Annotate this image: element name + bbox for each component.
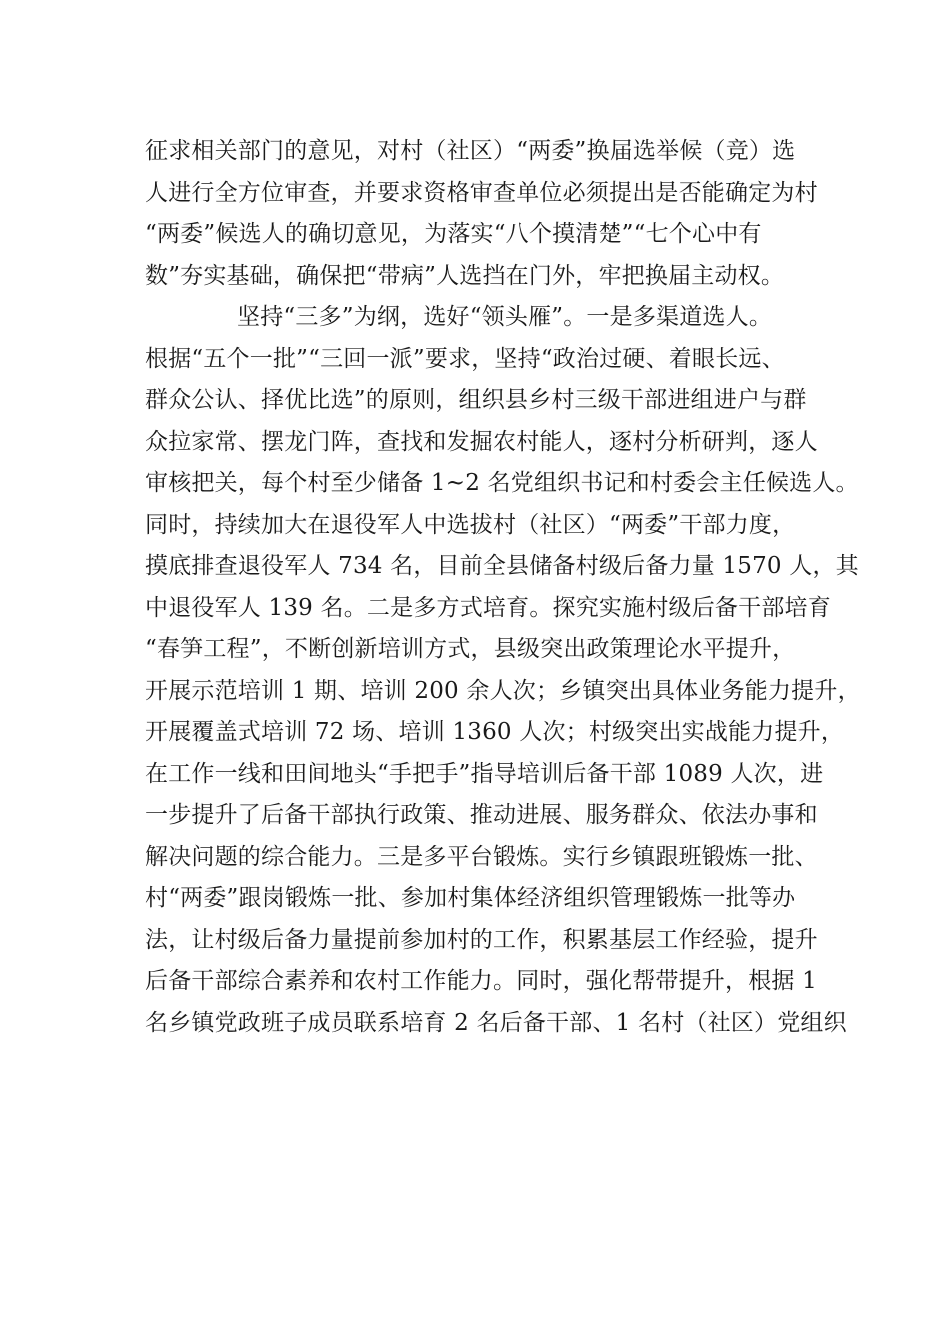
- text-line: 群众公认、择优比选”的原则，组织县乡村三级干部进组进户与群: [145, 387, 807, 413]
- text-line: 中退役军人 139 名。二是多方式培育。探究实施村级后备干部培育: [145, 594, 831, 621]
- text-line: 解决问题的综合能力。三是多平台锻炼。实行乡镇跟班锻炼一批、: [145, 843, 818, 870]
- text-line: 一步提升了后备干部执行政策、推动进展、服务群众、依法办事和: [145, 802, 818, 828]
- text-line: 同时，持续加大在退役军人中选拔村（社区）“两委”干部力度，: [145, 511, 796, 538]
- text-line: 人进行全方位审查，并要求资格审查单位必须提出是否能确定为村: [145, 179, 818, 206]
- text-line: 摸底排查退役军人 734 名，目前全县储备村级后备力量 1570 人，其: [145, 553, 859, 579]
- text-line: 村“两委”跟岗锻炼一批、参加村集体经济组织管理锻炼一批等办: [145, 885, 796, 911]
- text-line: 后备干部综合素养和农村工作能力。同时，强化帮带提升，根据 1: [145, 968, 817, 994]
- text-line: 根据“五个一批”“三回一派”要求，坚持“政治过硬、着眼长远、: [145, 345, 785, 372]
- text-line: 在工作一线和田间地头“手把手”指导培训后备干部 1089 人次，进: [145, 760, 824, 787]
- text-line: 审核把关，每个村至少储备 1~2 名党组织书记和村委会主任候选人。: [145, 470, 859, 496]
- text-line: 开展覆盖式培训 72 场、培训 1360 人次；村级突出实战能力提升，: [145, 719, 845, 745]
- text-line: “两委”候选人的确切意见，为落实“八个摸清楚”“七个心中有: [145, 221, 762, 247]
- paragraph-first-line: 坚持“三多”为纲，选好“领头雁”。一是多渠道选人。: [237, 304, 773, 330]
- text-line: 开展示范培训 1 期、培训 200 余人次；乡镇突出具体业务能力提升，: [145, 677, 861, 704]
- text-line: 征求相关部门的意见，对村（社区）“两委”换届选举候（竞）选: [145, 138, 796, 164]
- text-line: “春笋工程”，不断创新培训方式，县级突出政策理论水平提升，: [145, 636, 796, 662]
- text-line: 名乡镇党政班子成员联系培育 2 名后备干部、1 名村（社区）党组织: [145, 1009, 847, 1036]
- body-text: [145, 131, 861, 1044]
- text-line: 众拉家常、摆龙门阵，查找和发掘农村能人，逐村分析研判，逐人: [145, 428, 818, 455]
- text-line: 法，让村级后备力量提前参加村的工作，积累基层工作经验，提升: [145, 926, 818, 953]
- text-line: 数”夯实基础，确保把“带病”人选挡在门外，牢把换届主动权。: [145, 262, 785, 289]
